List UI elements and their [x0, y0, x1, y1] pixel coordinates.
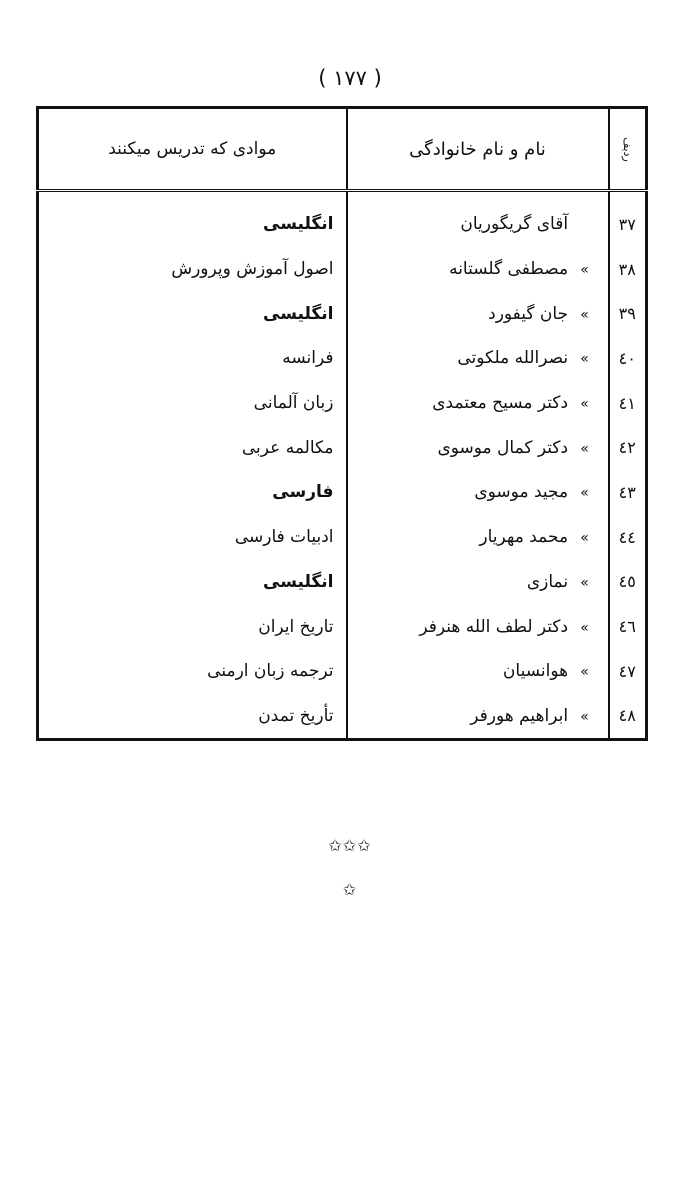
- teacher-name-cell: [347, 470, 609, 515]
- ornament-star-single: ✩: [342, 880, 358, 899]
- teacher-name-cell: [347, 425, 609, 470]
- subject-cell: اصول آموزش وپرورش: [171, 259, 334, 280]
- table-row: [38, 247, 647, 292]
- teacher-name: نصرالله ملکوتی: [457, 348, 569, 369]
- teacher-name: آقای گریگوریان: [460, 214, 569, 235]
- teacher-name-cell: [347, 604, 609, 649]
- teacher-name-cell: [347, 649, 609, 694]
- teacher-name: محمد مهریار: [479, 527, 569, 548]
- header-number: [609, 108, 647, 191]
- table-row: [38, 604, 647, 649]
- teachers-table: [36, 106, 648, 741]
- table-row: [38, 425, 647, 470]
- row-number: ٤٤: [609, 515, 647, 560]
- teacher-name-cell: [347, 336, 609, 381]
- row-number: ٤٢: [609, 425, 647, 470]
- subject-cell: زبان آلمانی: [253, 393, 334, 414]
- teachers-table-container: [36, 106, 648, 764]
- subject-cell: تاریخ ایران: [258, 616, 334, 637]
- teacher-name: دکتر مسیح معتمدی: [432, 393, 569, 414]
- ditto-mark: »: [580, 530, 589, 547]
- table-row: [38, 470, 647, 515]
- page-number: ( ١٧٧ ): [318, 66, 382, 90]
- table-body: [38, 191, 647, 740]
- teacher-name: جان گیفورد: [488, 303, 569, 324]
- row-number: ٣٧: [609, 191, 647, 247]
- subject-cell: تأریخ تمدن: [258, 705, 334, 726]
- ornament-stars-row: ✩✩✩: [328, 836, 372, 855]
- teacher-name: دکتر کمال موسوی: [437, 437, 569, 458]
- header-name: نام و نام خانوادگی: [347, 108, 609, 191]
- teacher-name-cell: [347, 247, 609, 292]
- row-number: ٤٥: [609, 560, 647, 605]
- teacher-name: مصطفی گلستانه: [449, 259, 569, 280]
- subject-cell: انگلیسی: [263, 571, 334, 592]
- row-number: ٤٠: [609, 336, 647, 381]
- row-number: ٣٨: [609, 247, 647, 292]
- header-subject: موادی که تدریس میکنند: [38, 108, 347, 191]
- row-number: ٤٨: [609, 694, 647, 740]
- teacher-name-cell: [347, 560, 609, 605]
- subject-cell: انگلیسی: [263, 303, 334, 324]
- ditto-mark: »: [580, 619, 589, 636]
- table-row: [38, 560, 647, 605]
- ditto-mark: »: [580, 351, 589, 368]
- subject-cell: فارسی: [272, 482, 334, 503]
- teacher-name-cell: [347, 694, 609, 740]
- ditto-mark: »: [580, 574, 589, 591]
- ditto-mark: »: [580, 396, 589, 413]
- row-number: ٤٣: [609, 470, 647, 515]
- table-row: [38, 291, 647, 336]
- subject-cell: انگلیسی: [263, 214, 334, 235]
- row-number: ٤٧: [609, 649, 647, 694]
- teacher-name: دکتر لطف الله هنرفر: [419, 616, 569, 637]
- table-header-row: [38, 108, 647, 191]
- subject-cell: ادبیات فارسی: [234, 527, 334, 548]
- table-row: [38, 694, 647, 740]
- ditto-mark: »: [580, 708, 589, 725]
- teacher-name: هوانسیان: [502, 661, 569, 682]
- subject-cell: فرانسه: [282, 348, 334, 369]
- ditto-mark: »: [580, 664, 589, 681]
- row-number: ٤١: [609, 381, 647, 426]
- ditto-mark: »: [580, 306, 589, 323]
- teacher-name: ابراهیم هورفر: [470, 705, 569, 726]
- table-row: [38, 649, 647, 694]
- table-row: [38, 381, 647, 426]
- subject-cell: ترجمه زبان ارمنی: [207, 661, 334, 682]
- row-number: ٤٦: [609, 604, 647, 649]
- subject-cell: مکالمه عربی: [241, 437, 334, 458]
- header-number-label: ردیف: [620, 136, 634, 162]
- teacher-name: نمازی: [526, 571, 569, 592]
- teacher-name-cell: [347, 381, 609, 426]
- table-row: [38, 191, 647, 247]
- teacher-name-cell: [347, 515, 609, 560]
- teacher-name-cell: [347, 191, 609, 247]
- table-row: [38, 336, 647, 381]
- teacher-name-cell: [347, 291, 609, 336]
- teacher-name: مجید موسوی: [474, 482, 569, 503]
- row-number: ٣٩: [609, 291, 647, 336]
- ditto-mark: »: [580, 262, 589, 279]
- ditto-mark: »: [580, 440, 589, 457]
- ditto-mark: »: [580, 485, 589, 502]
- table-row: [38, 515, 647, 560]
